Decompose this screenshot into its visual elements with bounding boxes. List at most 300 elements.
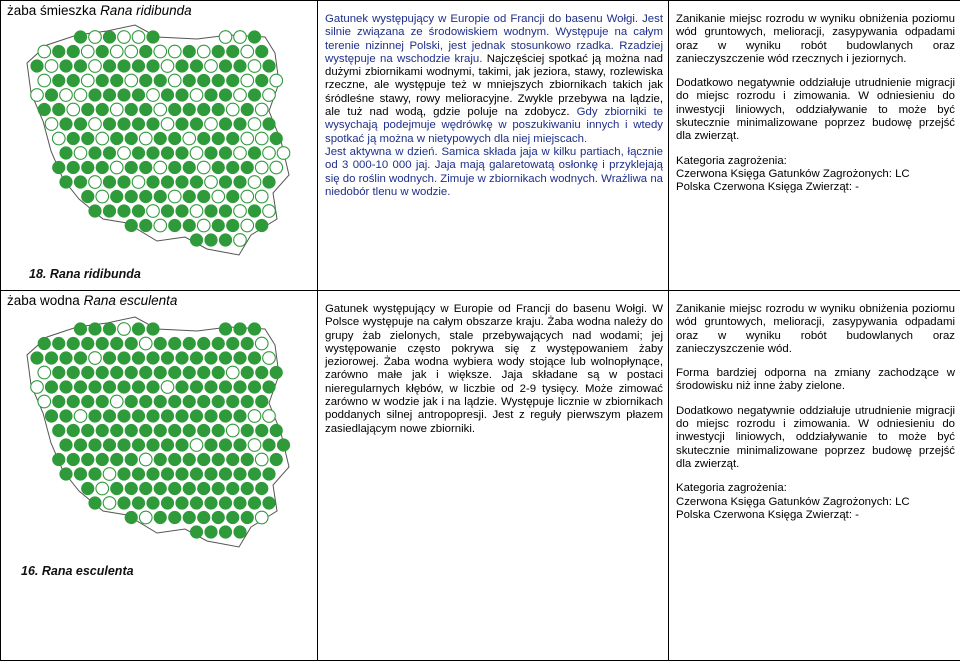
occurrence-dot-filled (110, 482, 123, 495)
occurrence-dot-empty (38, 74, 51, 87)
occurrence-dot-filled (81, 395, 94, 408)
occurrence-dot-filled (241, 395, 254, 408)
occurrence-dot-filled (154, 424, 167, 437)
occurrence-dot-empty (226, 424, 239, 437)
occurrence-dot-empty (277, 147, 290, 160)
occurrence-dot-filled (45, 410, 58, 423)
occurrence-dot-filled (147, 323, 160, 336)
occurrence-dot-filled (132, 410, 145, 423)
occurrence-dot-empty (110, 45, 123, 58)
occurrence-dot-empty (31, 89, 44, 102)
occurrence-dot-empty (81, 74, 94, 87)
occurrence-dot-empty (139, 337, 152, 350)
occurrence-dot-empty (248, 176, 261, 189)
occurrence-dot-filled (74, 176, 87, 189)
occurrence-dot-empty (168, 190, 181, 203)
occurrence-dot-empty (110, 161, 123, 174)
occurrence-dot-filled (154, 366, 167, 379)
occurrence-dot-filled (168, 132, 181, 145)
occurrence-dot-filled (248, 468, 261, 481)
occurrence-dot-empty (234, 205, 247, 218)
occurrence-dot-filled (52, 45, 65, 58)
occurrence-dot-filled (219, 323, 232, 336)
occurrence-dot-filled (132, 323, 145, 336)
occurrence-dot-filled (103, 176, 116, 189)
occurrence-dot-filled (89, 89, 102, 102)
occurrence-dot-filled (176, 381, 189, 394)
occurrence-dot-filled (219, 352, 232, 365)
occurrence-dot-filled (147, 439, 160, 452)
occurrence-dot-filled (38, 103, 51, 116)
occurrence-dot-filled (96, 395, 109, 408)
occurrence-dot-filled (132, 60, 145, 73)
occurrence-dot-filled (147, 147, 160, 160)
occurrence-dot-filled (139, 424, 152, 437)
description (318, 1, 668, 199)
occurrence-dot-empty (74, 410, 87, 423)
occurrence-dot-filled (60, 352, 73, 365)
occurrence-dot-filled (60, 439, 73, 452)
occurrence-dot-filled (110, 190, 123, 203)
occurrence-dot-filled (234, 352, 247, 365)
occurrence-dot-filled (139, 219, 152, 232)
species-name (1, 291, 317, 309)
occurrence-dot-empty (205, 118, 218, 131)
occurrence-dot-filled (81, 132, 94, 145)
occurrence-dot-empty (38, 45, 51, 58)
occurrence-dot-filled (118, 352, 131, 365)
occurrence-dot-filled (212, 366, 225, 379)
occurrence-dot-filled (277, 439, 290, 452)
occurrence-dot-filled (139, 74, 152, 87)
occurrence-dot-filled (248, 381, 261, 394)
occurrence-dot-filled (168, 366, 181, 379)
occurrence-dot-filled (176, 497, 189, 510)
occurrence-dot-filled (219, 118, 232, 131)
occurrence-dot-filled (74, 439, 87, 452)
occurrence-dot-filled (197, 511, 210, 524)
occurrence-dot-filled (67, 366, 80, 379)
description-cell (318, 291, 669, 661)
occurrence-dot-filled (234, 410, 247, 423)
occurrence-dot-filled (96, 161, 109, 174)
occurrence-dot-filled (52, 337, 65, 350)
category-heading: Kategoria zagrożenia: (676, 482, 787, 495)
occurrence-dot-empty (31, 381, 44, 394)
occurrence-dot-filled (263, 381, 276, 394)
occurrence-dot-empty (255, 190, 268, 203)
occurrence-dot-filled (205, 147, 218, 160)
occurrence-dot-filled (139, 45, 152, 58)
occurrence-dot-filled (103, 60, 116, 73)
occurrence-dot-filled (161, 205, 174, 218)
occurrence-dot-empty (197, 219, 210, 232)
occurrence-dot-filled (212, 337, 225, 350)
description-text: Jest aktywna w dzień. Samica składa jaja w kilku partiach, łącznie od 3 000-10 000 jaj. Jaja mają galaretowatą osłonkę i przyklejają się do roślin wodnych. Zimuje w zbiornikach wodnych. Wrażliwa na niedobór tlenu w wodzie. (325, 145, 663, 198)
occurrence-dot-filled (74, 323, 87, 336)
occurrence-dot-filled (226, 219, 239, 232)
occurrence-dot-filled (190, 118, 203, 131)
occurrence-dot-filled (241, 453, 254, 466)
occurrence-dot-filled (255, 395, 268, 408)
occurrence-dot-empty (197, 161, 210, 174)
occurrence-dot-filled (270, 132, 283, 145)
occurrence-dot-filled (197, 74, 210, 87)
occurrence-dot-filled (226, 453, 239, 466)
occurrence-dot-filled (226, 482, 239, 495)
occurrence-dot-filled (89, 147, 102, 160)
occurrence-dot-empty (110, 103, 123, 116)
occurrence-dot-filled (96, 45, 109, 58)
occurrence-dot-filled (110, 337, 123, 350)
map-label: 18. Rana ridibunda (29, 267, 141, 281)
occurrence-dot-filled (255, 74, 268, 87)
occurrence-dot-empty (67, 103, 80, 116)
occurrence-dot-filled (132, 468, 145, 481)
occurrence-dot-filled (219, 89, 232, 102)
occurrence-dot-filled (183, 190, 196, 203)
occurrence-dot-empty (255, 511, 268, 524)
occurrence-dot-filled (270, 424, 283, 437)
description (318, 291, 668, 436)
occurrence-dot-filled (176, 468, 189, 481)
occurrence-dot-filled (190, 352, 203, 365)
occurrence-dot-filled (205, 468, 218, 481)
occurrence-dot-filled (132, 497, 145, 510)
species-cell (1, 291, 318, 661)
occurrence-dot-empty (255, 453, 268, 466)
occurrence-dot-filled (132, 118, 145, 131)
occurrence-dot-filled (205, 205, 218, 218)
map-label: 16. Rana esculenta (21, 564, 134, 578)
occurrence-dot-filled (132, 89, 145, 102)
occurrence-dot-filled (81, 366, 94, 379)
occurrence-dot-filled (183, 453, 196, 466)
distribution-map (1, 309, 317, 586)
occurrence-dot-empty (96, 132, 109, 145)
occurrence-dot-empty (234, 31, 247, 44)
occurrence-dot-filled (255, 45, 268, 58)
occurrence-dot-filled (118, 439, 131, 452)
occurrence-dot-filled (132, 439, 145, 452)
occurrence-dot-filled (118, 497, 131, 510)
occurrence-dot-filled (147, 381, 160, 394)
occurrence-dot-empty (255, 103, 268, 116)
threat-text: Dodatkowo negatywnie oddziałuje utrudnienie migracji do miejsc rozrodu i zimowania. W odniesieniu do inwestycji liniowych, oddziaływanie to może być skutecznie minimalizowane poprzez budowę przejść dla zwierząt. (676, 404, 955, 470)
occurrence-dot-filled (219, 60, 232, 73)
occurrence-dot-filled (118, 60, 131, 73)
occurrence-dot-filled (168, 511, 181, 524)
occurrence-dot-filled (168, 103, 181, 116)
occurrence-dot-filled (183, 366, 196, 379)
occurrence-dot-filled (74, 381, 87, 394)
occurrence-dot-empty (234, 234, 247, 247)
occurrence-dot-empty (52, 132, 65, 145)
occurrence-dot-filled (96, 424, 109, 437)
occurrence-dot-filled (248, 89, 261, 102)
occurrence-dot-filled (176, 147, 189, 160)
occurrence-dot-filled (139, 103, 152, 116)
common-name: żaba wodna (7, 293, 80, 308)
occurrence-dot-filled (125, 366, 138, 379)
occurrence-dot-filled (219, 526, 232, 539)
occurrence-dot-filled (89, 323, 102, 336)
occurrence-dot-filled (147, 60, 160, 73)
occurrence-dot-filled (234, 176, 247, 189)
occurrence-dot-filled (183, 74, 196, 87)
occurrence-dot-empty (103, 497, 116, 510)
occurrence-dot-filled (248, 323, 261, 336)
occurrence-dot-empty (241, 74, 254, 87)
distribution-map-svg (1, 19, 313, 285)
occurrence-dot-empty (154, 219, 167, 232)
occurrence-dot-empty (263, 205, 276, 218)
occurrence-dot-empty (248, 60, 261, 73)
species-row (1, 1, 960, 291)
category-line: Polska Czerwona Księga Zwierząt: - (676, 181, 859, 194)
occurrence-dot-filled (219, 147, 232, 160)
occurrence-dot-filled (139, 366, 152, 379)
occurrence-dot-filled (81, 424, 94, 437)
occurrence-dot-empty (168, 45, 181, 58)
occurrence-dot-empty (255, 161, 268, 174)
occurrence-dot-empty (81, 45, 94, 58)
occurrence-dot-filled (226, 395, 239, 408)
occurrence-dot-filled (190, 176, 203, 189)
occurrence-dot-filled (176, 205, 189, 218)
occurrence-dot-empty (110, 395, 123, 408)
occurrence-dot-empty (89, 118, 102, 131)
occurrence-dot-empty (190, 439, 203, 452)
latin-name: Rana ridibunda (100, 3, 192, 18)
occurrence-dot-empty (125, 45, 138, 58)
occurrence-dot-filled (205, 410, 218, 423)
occurrence-dot-empty (226, 366, 239, 379)
occurrence-dot-filled (118, 176, 131, 189)
occurrence-dot-filled (154, 132, 167, 145)
occurrence-dot-filled (248, 497, 261, 510)
occurrence-dot-filled (248, 31, 261, 44)
occurrence-dot-filled (197, 190, 210, 203)
occurrence-dot-filled (263, 60, 276, 73)
occurrence-dot-filled (67, 161, 80, 174)
occurrence-dot-filled (89, 497, 102, 510)
occurrence-dot-filled (139, 190, 152, 203)
occurrence-dot-filled (176, 410, 189, 423)
occurrence-dot-empty (74, 89, 87, 102)
occurrence-dot-filled (168, 482, 181, 495)
occurrence-dot-filled (52, 74, 65, 87)
occurrence-dot-filled (190, 497, 203, 510)
occurrence-dot-filled (183, 511, 196, 524)
occurrence-dot-filled (132, 205, 145, 218)
distribution-map (1, 19, 317, 290)
category-line: Czerwona Księga Gatunków Zagrożonych: LC (676, 495, 910, 508)
occurrence-dot-filled (74, 31, 87, 44)
occurrence-dot-empty (234, 89, 247, 102)
occurrence-dot-filled (197, 482, 210, 495)
occurrence-dot-filled (45, 381, 58, 394)
occurrence-dot-empty (139, 511, 152, 524)
occurrence-dot-empty (263, 410, 276, 423)
occurrence-dot-filled (255, 366, 268, 379)
occurrence-dot-filled (52, 424, 65, 437)
occurrence-dot-filled (212, 219, 225, 232)
occurrence-dot-filled (219, 176, 232, 189)
occurrence-dot-filled (248, 147, 261, 160)
occurrence-dot-filled (241, 424, 254, 437)
occurrence-dot-filled (125, 511, 138, 524)
occurrence-dot-empty (96, 190, 109, 203)
occurrence-dot-empty (118, 31, 131, 44)
occurrence-dot-filled (219, 497, 232, 510)
occurrence-dot-empty (168, 74, 181, 87)
occurrence-dot-filled (212, 453, 225, 466)
occurrence-dot-filled (205, 234, 218, 247)
occurrence-dot-filled (161, 410, 174, 423)
occurrence-dot-filled (270, 453, 283, 466)
occurrence-dot-filled (234, 381, 247, 394)
occurrence-dot-filled (168, 453, 181, 466)
occurrence-dot-filled (67, 337, 80, 350)
occurrence-dot-empty (205, 60, 218, 73)
occurrence-dot-filled (183, 45, 196, 58)
occurrence-dot-empty (147, 205, 160, 218)
occurrence-dot-filled (212, 74, 225, 87)
occurrence-dot-filled (125, 453, 138, 466)
occurrence-dot-filled (248, 205, 261, 218)
occurrence-dot-filled (212, 45, 225, 58)
occurrence-dot-empty (234, 147, 247, 160)
occurrence-dot-filled (234, 497, 247, 510)
occurrence-dot-filled (154, 190, 167, 203)
occurrence-dot-filled (248, 352, 261, 365)
occurrence-dot-filled (147, 352, 160, 365)
occurrence-dot-filled (205, 439, 218, 452)
occurrence-dot-filled (205, 352, 218, 365)
occurrence-dot-filled (103, 323, 116, 336)
occurrence-dot-filled (234, 439, 247, 452)
occurrence-dot-filled (60, 176, 73, 189)
occurrence-dot-filled (81, 482, 94, 495)
description-text: Gdy zbiorniki te wysychają podejmuje wędrówkę w poszukiwaniu innych i wtedy spotkać ją można w nietypowych dla niej miejscach. (325, 106, 663, 145)
occurrence-dot-filled (89, 439, 102, 452)
occurrence-dot-filled (176, 60, 189, 73)
occurrence-dot-filled (96, 337, 109, 350)
occurrence-dot-filled (263, 439, 276, 452)
occurrence-dot-filled (190, 234, 203, 247)
occurrence-dot-filled (161, 497, 174, 510)
occurrence-dot-filled (103, 352, 116, 365)
occurrence-dot-filled (219, 381, 232, 394)
occurrence-dot-empty (125, 74, 138, 87)
occurrence-dot-filled (205, 89, 218, 102)
occurrence-dot-empty (45, 118, 58, 131)
occurrence-dot-empty (161, 60, 174, 73)
occurrence-dot-filled (60, 468, 73, 481)
occurrence-dot-empty (241, 190, 254, 203)
threat-text: Dodatkowo negatywnie oddziałuje utrudnienie migracji do miejsc rozrodu i zimowania. W odniesieniu do inwestycji liniowych, oddziaływanie to może być skutecznie minimalizowane poprzez budowę przejść dla zwierząt. (676, 77, 955, 143)
occurrence-dot-filled (234, 323, 247, 336)
occurrence-dot-filled (226, 132, 239, 145)
occurrence-dot-empty (241, 132, 254, 145)
occurrence-dot-empty (89, 31, 102, 44)
occurrence-dot-empty (270, 74, 283, 87)
occurrence-dot-filled (147, 176, 160, 189)
occurrence-dot-filled (103, 381, 116, 394)
occurrence-dot-filled (31, 60, 44, 73)
occurrence-dot-filled (118, 118, 131, 131)
occurrence-dot-filled (132, 147, 145, 160)
occurrence-dot-filled (205, 497, 218, 510)
occurrence-dot-filled (103, 89, 116, 102)
occurrence-dot-empty (139, 453, 152, 466)
occurrence-dot-filled (103, 31, 116, 44)
occurrence-dot-filled (270, 366, 283, 379)
occurrence-dot-filled (125, 482, 138, 495)
occurrence-dot-filled (60, 410, 73, 423)
occurrence-dot-filled (241, 161, 254, 174)
occurrence-dot-filled (161, 439, 174, 452)
threat-cell (669, 291, 960, 661)
occurrence-dot-filled (190, 410, 203, 423)
occurrence-dot-empty (248, 118, 261, 131)
occurrence-dot-empty (118, 323, 131, 336)
occurrence-dot-empty (38, 395, 51, 408)
occurrence-dot-filled (234, 60, 247, 73)
occurrence-dot-filled (205, 381, 218, 394)
occurrence-dot-empty (270, 161, 283, 174)
occurrence-dot-filled (183, 482, 196, 495)
occurrence-dot-filled (263, 497, 276, 510)
occurrence-dot-filled (168, 219, 181, 232)
occurrence-dot-empty (241, 45, 254, 58)
occurrence-dot-filled (60, 118, 73, 131)
occurrence-dot-filled (183, 103, 196, 116)
occurrence-dot-filled (226, 45, 239, 58)
threats (669, 291, 960, 522)
occurrence-dot-filled (45, 352, 58, 365)
occurrence-dot-filled (125, 395, 138, 408)
occurrence-dot-empty (132, 176, 145, 189)
occurrence-dot-empty (139, 132, 152, 145)
occurrence-dot-filled (31, 352, 44, 365)
occurrence-dot-empty (60, 89, 73, 102)
category-line: Czerwona Księga Gatunków Zagrożonych: LC (676, 167, 910, 180)
occurrence-dot-empty (263, 352, 276, 365)
occurrence-dot-filled (74, 352, 87, 365)
occurrence-dot-filled (226, 74, 239, 87)
occurrence-dot-filled (190, 60, 203, 73)
occurrence-dot-filled (212, 103, 225, 116)
occurrence-dot-filled (118, 89, 131, 102)
occurrence-dot-filled (190, 526, 203, 539)
occurrence-dot-filled (154, 453, 167, 466)
occurrence-dot-filled (147, 31, 160, 44)
occurrence-dot-empty (255, 337, 268, 350)
occurrence-dot-filled (96, 453, 109, 466)
occurrence-dot-filled (147, 468, 160, 481)
occurrence-dot-filled (132, 352, 145, 365)
occurrence-dot-empty (154, 103, 167, 116)
occurrence-dot-empty (45, 60, 58, 73)
occurrence-dot-empty (89, 176, 102, 189)
description-text: Najczęściej spotkać ją można nad dużymi zbiornikami wodnymi, takimi, jak jeziora, stawy, rozlewiska rzeczne, ale występuje też w mniejszych zbiornikach takich jak śródleśne stawy, rowy melioracyjne. Zwykle przebywa na lądzie, ale tuż nad wodą, gdzie poluje na zdobycz. (325, 52, 663, 119)
occurrence-dot-filled (67, 74, 80, 87)
occurrence-dot-filled (81, 337, 94, 350)
common-name: żaba śmieszka (7, 3, 97, 18)
occurrence-dot-filled (197, 366, 210, 379)
